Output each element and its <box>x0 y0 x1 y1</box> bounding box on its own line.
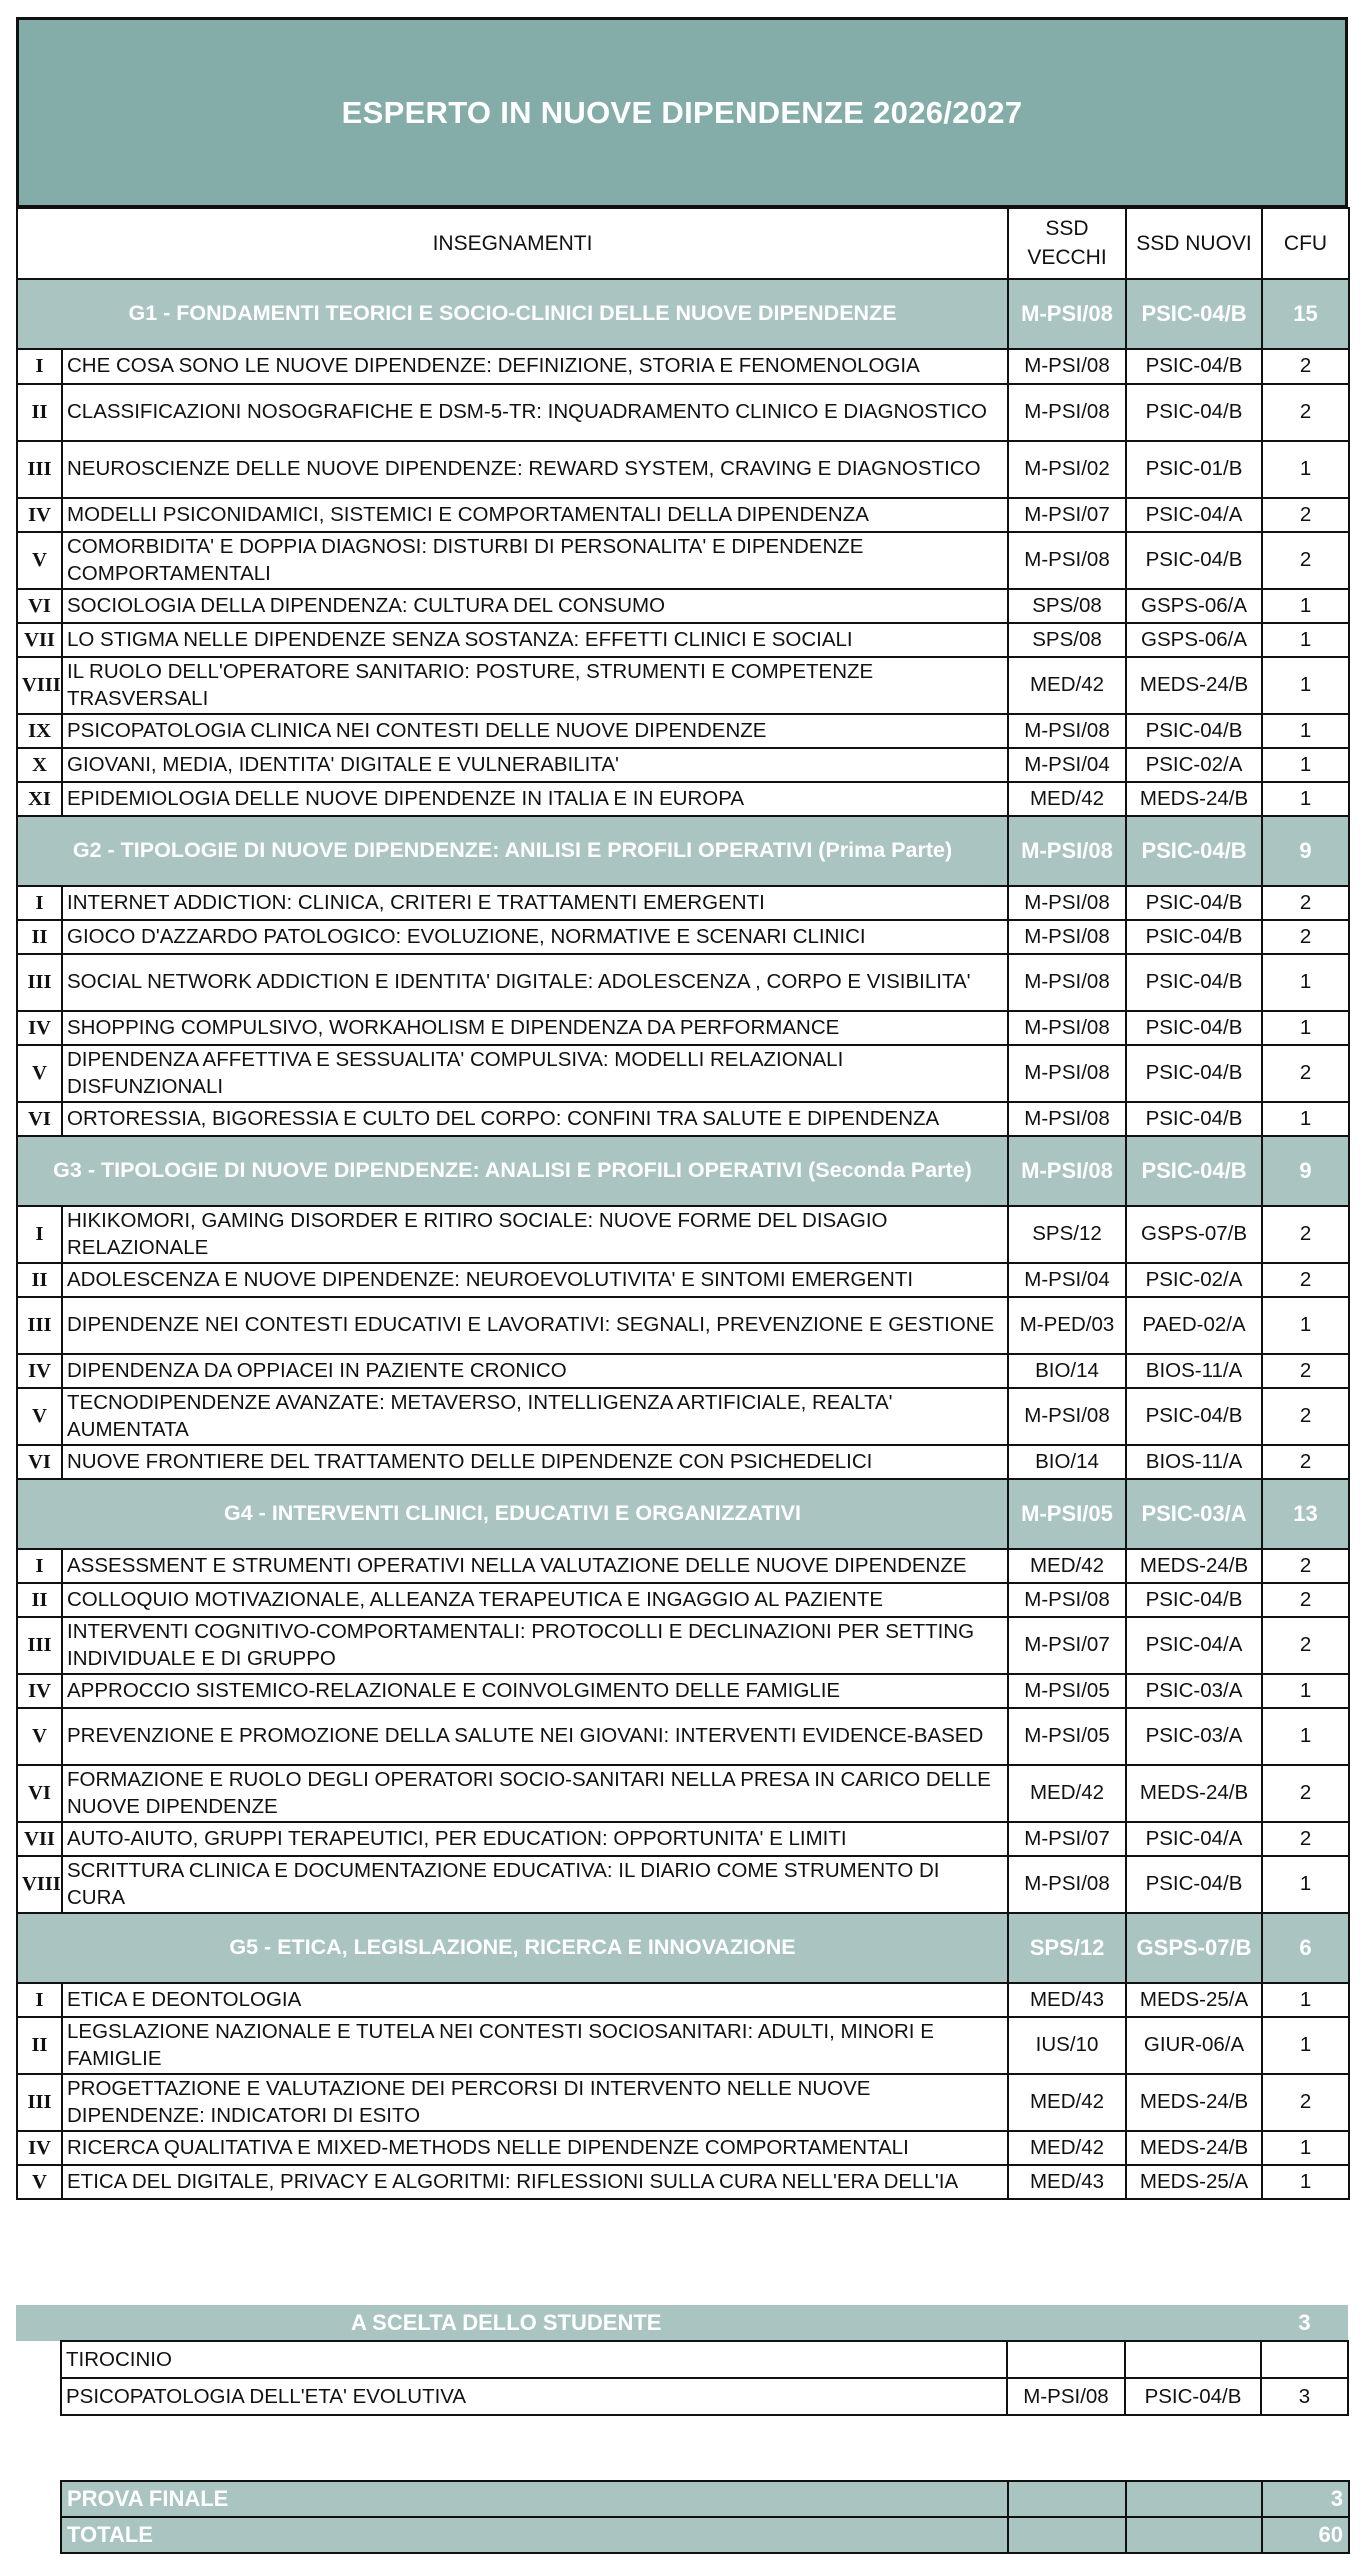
cfu-value: 1 <box>1262 1297 1349 1354</box>
header-ssd-vecchi <box>1008 208 1126 279</box>
course-name: PREVENZIONE E PROMOZIONE DELLA SALUTE NEI GIOVANI: INTERVENTI EVIDENCE-BASED <box>62 1708 1008 1765</box>
final-cfu: 60 <box>1262 2517 1349 2553</box>
table-row <box>17 1445 1349 1479</box>
table-row <box>17 2165 1349 2199</box>
group-ssd-new: PSIC-03/A <box>1126 1479 1262 1549</box>
cfu-value: 1 <box>1262 1674 1349 1708</box>
cfu-value: 1 <box>1262 589 1349 623</box>
group-header-row <box>17 1136 1349 1206</box>
table-row <box>17 2074 1349 2131</box>
ssd-new: BIOS-11/A <box>1126 1354 1262 1388</box>
row-number: III <box>17 1297 62 1354</box>
ssd-new: PSIC-04/B <box>1126 1011 1262 1045</box>
final-label: PROVA FINALE <box>61 2481 1008 2517</box>
optional-ssd-new <box>1125 2341 1261 2378</box>
row-number: V <box>17 2165 62 2199</box>
ssd-old: M-PSI/08 <box>1008 349 1126 384</box>
row-number: VII <box>17 1822 62 1856</box>
cfu-value: 1 <box>1262 2131 1349 2165</box>
final-empty-old <box>1008 2481 1126 2517</box>
ssd-new: PSIC-02/A <box>1126 748 1262 782</box>
row-number: IX <box>17 714 62 748</box>
table-row <box>17 441 1349 498</box>
cfu-value: 2 <box>1262 1206 1349 1263</box>
course-name: INTERVENTI COGNITIVO-COMPORTAMENTALI: PROTOCOLLI E DECLINAZIONI PER SETTING INDIVIDUALE E DI GRUPPO <box>62 1617 1008 1674</box>
cfu-value: 1 <box>1262 954 1349 1011</box>
ssd-old: MED/42 <box>1008 2074 1126 2131</box>
ssd-new: MEDS-24/B <box>1126 1765 1262 1822</box>
cfu-value: 2 <box>1262 1549 1349 1583</box>
cfu-value: 2 <box>1262 1583 1349 1617</box>
group-ssd-new: PSIC-04/B <box>1126 279 1262 349</box>
course-name: MODELLI PSICONIDAMICI, SISTEMICI E COMPORTAMENTALI DELLA DIPENDENZA <box>62 498 1008 532</box>
course-name: PROGETTAZIONE E VALUTAZIONE DEI PERCORSI DI INTERVENTO NELLE NUOVE DIPENDENZE: INDICATORI DI ESITO <box>62 2074 1008 2131</box>
course-name: GIOVANI, MEDIA, IDENTITA' DIGITALE E VULNERABILITA' <box>62 748 1008 782</box>
row-number: III <box>17 441 62 498</box>
group-cfu: 6 <box>1262 1913 1349 1983</box>
row-number: I <box>17 1206 62 1263</box>
table-row <box>17 1983 1349 2017</box>
cfu-value: 2 <box>1262 1354 1349 1388</box>
course-name: AUTO-AIUTO, GRUPPI TERAPEUTICI, PER EDUCATION: OPPORTUNITA' E LIMITI <box>62 1822 1008 1856</box>
ssd-new: PSIC-04/B <box>1126 349 1262 384</box>
header-insegnamenti: INSEGNAMENTI <box>17 208 1008 279</box>
cfu-value: 2 <box>1262 498 1349 532</box>
course-name: PSICOPATOLOGIA CLINICA NEI CONTESTI DELLE NUOVE DIPENDENZE <box>62 714 1008 748</box>
row-number: VII <box>17 623 62 657</box>
course-name: SOCIOLOGIA DELLA DIPENDENZA: CULTURA DEL CONSUMO <box>62 589 1008 623</box>
ssd-old: MED/42 <box>1008 1765 1126 1822</box>
header-ssd-nuovi: SSD NUOVI <box>1126 208 1262 279</box>
group-title: G5 - ETICA, LEGISLAZIONE, RICERCA E INNOVAZIONE <box>17 1913 1008 1983</box>
group-header-row <box>17 279 1349 349</box>
cfu-value: 1 <box>1262 441 1349 498</box>
ssd-old: M-PSI/08 <box>1008 1856 1126 1913</box>
cfu-value: 2 <box>1262 349 1349 384</box>
group-cfu: 15 <box>1262 279 1349 349</box>
cfu-value: 1 <box>1262 782 1349 816</box>
ssd-old: SPS/08 <box>1008 623 1126 657</box>
table-row <box>17 2017 1349 2074</box>
row-number: III <box>17 1617 62 1674</box>
optional-ssd-old: M-PSI/08 <box>1007 2378 1125 2415</box>
ssd-new: PSIC-04/B <box>1126 920 1262 954</box>
optional-cfu-value: 3 <box>1261 2378 1348 2415</box>
row-number: V <box>17 1045 62 1102</box>
course-name: COLLOQUIO MOTIVAZIONALE, ALLEANZA TERAPEUTICA E INGAGGIO AL PAZIENTE <box>62 1583 1008 1617</box>
ssd-old: MED/42 <box>1008 2131 1126 2165</box>
group-ssd-old: M-PSI/05 <box>1008 1479 1126 1549</box>
optional-ssd-new: PSIC-04/B <box>1125 2378 1261 2415</box>
ssd-old: M-PSI/04 <box>1008 748 1126 782</box>
optional-table-body <box>16 2305 1348 2415</box>
ssd-old: M-PSI/08 <box>1008 1102 1126 1136</box>
curriculum-table-body <box>17 208 1349 2199</box>
course-name: SHOPPING COMPULSIVO, WORKAHOLISM E DIPENDENZA DA PERFORMANCE <box>62 1011 1008 1045</box>
ssd-new: PSIC-02/A <box>1126 1263 1262 1297</box>
row-number: XI <box>17 782 62 816</box>
row-number: II <box>17 384 62 441</box>
course-name: FORMAZIONE E RUOLO DEGLI OPERATORI SOCIO-SANITARI NELLA PRESA IN CARICO DELLE NUOVE DIPENDENZE <box>62 1765 1008 1822</box>
ssd-new: PSIC-04/B <box>1126 886 1262 920</box>
final-label: TOTALE <box>61 2517 1008 2553</box>
ssd-new: PAED-02/A <box>1126 1297 1262 1354</box>
ssd-old: M-PSI/08 <box>1008 1045 1126 1102</box>
ssd-new: MEDS-25/A <box>1126 2165 1262 2199</box>
table-row <box>17 1388 1349 1445</box>
ssd-new: PSIC-04/B <box>1126 1102 1262 1136</box>
table-row <box>17 954 1349 1011</box>
table-row <box>17 714 1349 748</box>
course-name: ETICA E DEONTOLOGIA <box>62 1983 1008 2017</box>
ssd-old: M-PSI/02 <box>1008 441 1126 498</box>
header-row <box>17 208 1349 279</box>
ssd-old: M-PSI/04 <box>1008 1263 1126 1297</box>
ssd-new: MEDS-24/B <box>1126 782 1262 816</box>
ssd-new: PSIC-04/A <box>1126 1822 1262 1856</box>
title-banner <box>16 17 1348 208</box>
group-title: G3 - TIPOLOGIE DI NUOVE DIPENDENZE: ANALISI E PROFILI OPERATIVI (Seconda Parte) <box>17 1136 1008 1206</box>
final-table-body <box>61 2481 1349 2553</box>
course-name: ETICA DEL DIGITALE, PRIVACY E ALGORITMI: RIFLESSIONI SULLA CURA NELL'ERA DELL'IA <box>62 2165 1008 2199</box>
ssd-new: PSIC-04/B <box>1126 1856 1262 1913</box>
ssd-old: M-PSI/07 <box>1008 498 1126 532</box>
cfu-value: 1 <box>1262 1708 1349 1765</box>
ssd-old: MED/43 <box>1008 1983 1126 2017</box>
ssd-new: PSIC-04/B <box>1126 1045 1262 1102</box>
group-cfu: 9 <box>1262 816 1349 886</box>
header-ssd-vecchi-line1: SSD <box>1045 217 1089 241</box>
row-number: VIII <box>17 657 62 714</box>
final-empty-old <box>1008 2517 1126 2553</box>
table-row <box>17 1011 1349 1045</box>
table-row <box>17 1822 1349 1856</box>
table-row <box>17 1856 1349 1913</box>
group-header-row <box>17 1913 1349 1983</box>
cfu-value: 1 <box>1262 748 1349 782</box>
cfu-value: 2 <box>1262 384 1349 441</box>
ssd-new: PSIC-04/A <box>1126 498 1262 532</box>
ssd-old: M-PSI/08 <box>1008 1583 1126 1617</box>
group-ssd-new: PSIC-04/B <box>1126 1136 1262 1206</box>
ssd-new: MEDS-24/B <box>1126 657 1262 714</box>
group-cfu: 9 <box>1262 1136 1349 1206</box>
header-ssd-vecchi-line2: VECCHI <box>1027 245 1107 269</box>
final-table <box>60 2480 1350 2554</box>
course-name: DIPENDENZA DA OPPIACEI IN PAZIENTE CRONICO <box>62 1354 1008 1388</box>
group-header-row <box>17 816 1349 886</box>
ssd-new: GSPS-06/A <box>1126 623 1262 657</box>
row-number: I <box>17 1983 62 2017</box>
group-ssd-new: GSPS-07/B <box>1126 1913 1262 1983</box>
course-name: NEUROSCIENZE DELLE NUOVE DIPENDENZE: REWARD SYSTEM, CRAVING E DIAGNOSTICO <box>62 441 1008 498</box>
table-row <box>17 1674 1349 1708</box>
group-title: G1 - FONDAMENTI TEORICI E SOCIO-CLINICI DELLE NUOVE DIPENDENZE <box>17 279 1008 349</box>
row-number: II <box>17 2017 62 2074</box>
optional-spacer <box>16 2341 61 2378</box>
group-ssd-old: M-PSI/08 <box>1008 816 1126 886</box>
ssd-new: PSIC-04/B <box>1126 384 1262 441</box>
row-number: VI <box>17 1765 62 1822</box>
ssd-old: SPS/12 <box>1008 1206 1126 1263</box>
table-row <box>17 498 1349 532</box>
table-row <box>17 1708 1349 1765</box>
ssd-new: GSPS-07/B <box>1126 1206 1262 1263</box>
course-name: TECNODIPENDENZE AVANZATE: METAVERSO, INTELLIGENZA ARTIFICIALE, REALTA' AUMENTATA <box>62 1388 1008 1445</box>
cfu-value: 2 <box>1262 1765 1349 1822</box>
ssd-new: PSIC-04/B <box>1126 532 1262 589</box>
optional-course-name: TIROCINIO <box>61 2341 1007 2378</box>
course-name: RICERCA QUALITATIVA E MIXED-METHODS NELLE DIPENDENZE COMPORTAMENTALI <box>62 2131 1008 2165</box>
group-ssd-old: M-PSI/08 <box>1008 1136 1126 1206</box>
course-name: CLASSIFICAZIONI NOSOGRAFICHE E DSM-5-TR: INQUADRAMENTO CLINICO E DIAGNOSTICO <box>62 384 1008 441</box>
ssd-old: M-PED/03 <box>1008 1297 1126 1354</box>
optional-row <box>16 2378 1348 2415</box>
cfu-value: 2 <box>1262 1263 1349 1297</box>
course-name: SOCIAL NETWORK ADDICTION E IDENTITA' DIGITALE: ADOLESCENZA , CORPO E VISIBILITA' <box>62 954 1008 1011</box>
ssd-new: MEDS-24/B <box>1126 2131 1262 2165</box>
cfu-value: 1 <box>1262 1102 1349 1136</box>
group-cfu: 13 <box>1262 1479 1349 1549</box>
table-row <box>17 1583 1349 1617</box>
final-row <box>61 2481 1349 2517</box>
ssd-old: M-PSI/08 <box>1008 384 1126 441</box>
ssd-old: MED/42 <box>1008 1549 1126 1583</box>
optional-row <box>16 2341 1348 2378</box>
row-number: VIII <box>17 1856 62 1913</box>
cfu-value: 2 <box>1262 920 1349 954</box>
cfu-value: 2 <box>1262 1045 1349 1102</box>
table-row <box>17 1354 1349 1388</box>
course-name: CHE COSA SONO LE NUOVE DIPENDENZE: DEFINIZIONE, STORIA E FENOMENOLOGIA <box>62 349 1008 384</box>
course-name: EPIDEMIOLOGIA DELLE NUOVE DIPENDENZE IN ITALIA E IN EUROPA <box>62 782 1008 816</box>
ssd-old: M-PSI/05 <box>1008 1708 1126 1765</box>
optional-cfu-value <box>1261 2341 1348 2378</box>
ssd-old: MED/42 <box>1008 657 1126 714</box>
cfu-value: 1 <box>1262 1856 1349 1913</box>
curriculum-table <box>16 207 1350 2200</box>
ssd-old: M-PSI/08 <box>1008 954 1126 1011</box>
ssd-new: GIUR-06/A <box>1126 2017 1262 2074</box>
course-name: DIPENDENZE NEI CONTESTI EDUCATIVI E LAVORATIVI: SEGNALI, PREVENZIONE E GESTIONE <box>62 1297 1008 1354</box>
row-number: III <box>17 954 62 1011</box>
optional-ssd-old <box>1007 2341 1125 2378</box>
ssd-new: PSIC-04/B <box>1126 1583 1262 1617</box>
ssd-new: BIOS-11/A <box>1126 1445 1262 1479</box>
cfu-value: 1 <box>1262 2165 1349 2199</box>
row-number: II <box>17 1263 62 1297</box>
row-number: I <box>17 349 62 384</box>
cfu-value: 1 <box>1262 1011 1349 1045</box>
row-number: II <box>17 920 62 954</box>
cfu-value: 2 <box>1262 1445 1349 1479</box>
optional-header-row <box>16 2305 1348 2341</box>
row-number: V <box>17 1388 62 1445</box>
cfu-value: 2 <box>1262 1822 1349 1856</box>
course-name: GIOCO D'AZZARDO PATOLOGICO: EVOLUZIONE, NORMATIVE E SCENARI CLINICI <box>62 920 1008 954</box>
table-row <box>17 1617 1349 1674</box>
row-number: VI <box>17 1445 62 1479</box>
table-row <box>17 1263 1349 1297</box>
course-name: LEGSLAZIONE NAZIONALE E TUTELA NEI CONTESTI SOCIOSANITARI: ADULTI, MINORI E FAMIGLIE <box>62 2017 1008 2074</box>
table-row <box>17 532 1349 589</box>
table-row <box>17 886 1349 920</box>
final-empty-new <box>1126 2481 1262 2517</box>
ssd-old: M-PSI/07 <box>1008 1822 1126 1856</box>
ssd-new: PSIC-03/A <box>1126 1708 1262 1765</box>
ssd-old: MED/43 <box>1008 2165 1126 2199</box>
ssd-old: M-PSI/08 <box>1008 532 1126 589</box>
ssd-new: PSIC-04/B <box>1126 714 1262 748</box>
table-row <box>17 384 1349 441</box>
cfu-value: 1 <box>1262 1983 1349 2017</box>
ssd-old: M-PSI/05 <box>1008 1674 1126 1708</box>
ssd-old: IUS/10 <box>1008 2017 1126 2074</box>
ssd-new: PSIC-04/B <box>1126 1388 1262 1445</box>
ssd-old: M-PSI/07 <box>1008 1617 1126 1674</box>
cfu-value: 1 <box>1262 657 1349 714</box>
table-row <box>17 349 1349 384</box>
ssd-new: GSPS-06/A <box>1126 589 1262 623</box>
course-name: SCRITTURA CLINICA E DOCUMENTAZIONE EDUCATIVA: IL DIARIO COME STRUMENTO DI CURA <box>62 1856 1008 1913</box>
course-name: ASSESSMENT E STRUMENTI OPERATIVI NELLA VALUTAZIONE DELLE NUOVE DIPENDENZE <box>62 1549 1008 1583</box>
course-name: ORTORESSIA, BIGORESSIA E CULTO DEL CORPO: CONFINI TRA SALUTE E DIPENDENZA <box>62 1102 1008 1136</box>
final-empty-new <box>1126 2517 1262 2553</box>
table-row <box>17 1549 1349 1583</box>
row-number: III <box>17 2074 62 2131</box>
row-number: IV <box>17 498 62 532</box>
course-name: ADOLESCENZA E NUOVE DIPENDENZE: NEUROEVOLUTIVITA' E SINTOMI EMERGENTI <box>62 1263 1008 1297</box>
optional-course-name: PSICOPATOLOGIA DELL'ETA' EVOLUTIVA <box>61 2378 1007 2415</box>
cfu-value: 2 <box>1262 1617 1349 1674</box>
optional-table <box>16 2305 1349 2416</box>
table-row <box>17 748 1349 782</box>
row-number: IV <box>17 1674 62 1708</box>
table-row <box>17 1206 1349 1263</box>
row-number: IV <box>17 2131 62 2165</box>
ssd-old: SPS/08 <box>1008 589 1126 623</box>
course-name: HIKIKOMORI, GAMING DISORDER E RITIRO SOCIALE: NUOVE FORME DEL DISAGIO RELAZIONALE <box>62 1206 1008 1263</box>
row-number: IV <box>17 1354 62 1388</box>
cfu-value: 2 <box>1262 1388 1349 1445</box>
row-number: VI <box>17 589 62 623</box>
row-number: V <box>17 1708 62 1765</box>
ssd-old: M-PSI/08 <box>1008 886 1126 920</box>
ssd-new: MEDS-24/B <box>1126 1549 1262 1583</box>
group-ssd-new: PSIC-04/B <box>1126 816 1262 886</box>
row-number: II <box>17 1583 62 1617</box>
table-row <box>17 2131 1349 2165</box>
optional-cfu: 3 <box>1261 2305 1348 2341</box>
table-row <box>17 589 1349 623</box>
table-row <box>17 1297 1349 1354</box>
optional-spacer <box>16 2378 61 2415</box>
ssd-old: BIO/14 <box>1008 1445 1126 1479</box>
page-title: ESPERTO IN NUOVE DIPENDENZE 2026/2027 <box>341 94 1023 130</box>
ssd-new: PSIC-01/B <box>1126 441 1262 498</box>
group-ssd-old: M-PSI/08 <box>1008 279 1126 349</box>
cfu-value: 2 <box>1262 886 1349 920</box>
ssd-new: MEDS-24/B <box>1126 2074 1262 2131</box>
ssd-old: M-PSI/08 <box>1008 920 1126 954</box>
table-row <box>17 623 1349 657</box>
group-header-row <box>17 1479 1349 1549</box>
course-name: LO STIGMA NELLE DIPENDENZE SENZA SOSTANZA: EFFETTI CLINICI E SOCIALI <box>62 623 1008 657</box>
course-name: INTERNET ADDICTION: CLINICA, CRITERI E TRATTAMENTI EMERGENTI <box>62 886 1008 920</box>
cfu-value: 1 <box>1262 2017 1349 2074</box>
cfu-value: 1 <box>1262 714 1349 748</box>
table-row <box>17 1765 1349 1822</box>
cfu-value: 2 <box>1262 532 1349 589</box>
ssd-new: MEDS-25/A <box>1126 1983 1262 2017</box>
course-name: IL RUOLO DELL'OPERATORE SANITARIO: POSTURE, STRUMENTI E COMPETENZE TRASVERSALI <box>62 657 1008 714</box>
ssd-new: PSIC-04/B <box>1126 954 1262 1011</box>
row-number: I <box>17 886 62 920</box>
table-row <box>17 1045 1349 1102</box>
ssd-new: PSIC-03/A <box>1126 1674 1262 1708</box>
group-title: G2 - TIPOLOGIE DI NUOVE DIPENDENZE: ANILISI E PROFILI OPERATIVI (Prima Parte) <box>17 816 1008 886</box>
group-ssd-old: SPS/12 <box>1008 1913 1126 1983</box>
cfu-value: 2 <box>1262 2074 1349 2131</box>
ssd-old: M-PSI/08 <box>1008 1388 1126 1445</box>
optional-title: A SCELTA DELLO STUDENTE <box>61 2305 1007 2341</box>
course-name: COMORBIDITA' E DOPPIA DIAGNOSI: DISTURBI DI PERSONALITA' E DIPENDENZE COMPORTAMENTALI <box>62 532 1008 589</box>
course-name: NUOVE FRONTIERE DEL TRATTAMENTO DELLE DIPENDENZE CON PSICHEDELICI <box>62 1445 1008 1479</box>
table-row <box>17 1102 1349 1136</box>
ssd-old: MED/42 <box>1008 782 1126 816</box>
table-row <box>17 782 1349 816</box>
group-title: G4 - INTERVENTI CLINICI, EDUCATIVI E ORGANIZZATIVI <box>17 1479 1008 1549</box>
ssd-old: M-PSI/08 <box>1008 714 1126 748</box>
table-row <box>17 920 1349 954</box>
ssd-old: BIO/14 <box>1008 1354 1126 1388</box>
ssd-new: PSIC-04/A <box>1126 1617 1262 1674</box>
row-number: X <box>17 748 62 782</box>
row-number: V <box>17 532 62 589</box>
row-number: VI <box>17 1102 62 1136</box>
final-cfu: 3 <box>1262 2481 1349 2517</box>
row-number: I <box>17 1549 62 1583</box>
table-row <box>17 657 1349 714</box>
header-cfu: CFU <box>1262 208 1349 279</box>
course-name: DIPENDENZA AFFETTIVA E SESSUALITA' COMPULSIVA: MODELLI RELAZIONALI DISFUNZIONALI <box>62 1045 1008 1102</box>
row-number: IV <box>17 1011 62 1045</box>
ssd-old: M-PSI/08 <box>1008 1011 1126 1045</box>
cfu-value: 1 <box>1262 623 1349 657</box>
course-name: APPROCCIO SISTEMICO-RELAZIONALE E COINVOLGIMENTO DELLE FAMIGLIE <box>62 1674 1008 1708</box>
final-row <box>61 2517 1349 2553</box>
